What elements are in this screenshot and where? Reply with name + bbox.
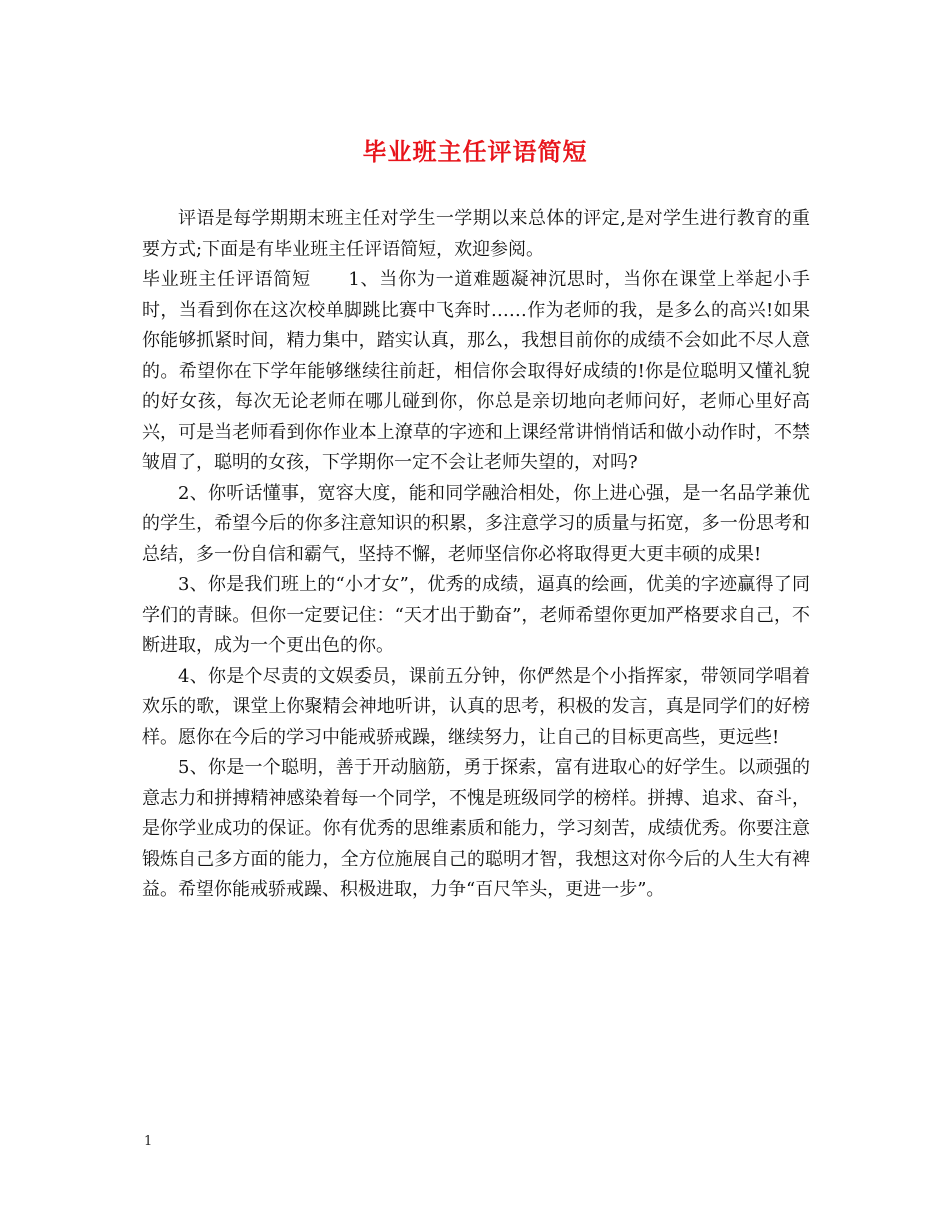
comment-paragraph-3: 3、你是我们班上的“小才女”，优秀的成绩，逼真的绘画，优美的字迹赢得了同学们的青睐。但你一定要记住：“天才出于勤奋”，老师希望你更加严格要求自己，不断进取，成为一个更出色的你。: [142, 574, 810, 656]
intro-paragraph: 评语是每学期期末班主任对学生一学期以来总体的评定,是对学生进行教育的重要方式;下面是有毕业班主任评语简短，欢迎参阅。: [142, 208, 810, 260]
comment-paragraph-5: 5、你是一个聪明，善于开动脑筋，勇于探索，富有进取心的好学生。以顽强的意志力和拼搏精神感染着每一个同学，不愧是班级同学的榜样。拼搏、追求、奋斗，是你学业成功的保证。你有优秀的思维素质和能力，学习刻苦，成绩优秀。你要注意锻炼自己多方面的能力，全方位施展自己的聪明才智，我想这对你今后的人生大有裨益。希望你能戒骄戒躁、积极进取，力争“百尺竿头，更进一步”。: [142, 757, 810, 900]
document-title: 毕业班主任评语简短: [362, 137, 588, 166]
comment-paragraph-4: 4、你是个尽责的文娱委员，课前五分钟，你俨然是个小指挥家，带领同学唱着欢乐的歌，课堂上你聚精会神地听讲，认真的思考，积极的发言，真是同学们的好榜样。愿你在今后的学习中能戒骄戒躁，继续努力，让自己的目标更高些，更远些!: [142, 665, 810, 748]
page-number: 1: [144, 1134, 153, 1149]
document-body: [142, 204, 810, 906]
comment-paragraph-2: 2、你听话懂事，宽容大度，能和同学融洽相处，你上进心强，是一名品学兼优的学生，希望今后的你多注意知识的积累，多注意学习的质量与拓宽，多一份思考和总结，多一份自信和霸气，坚持不懈，老师坚信你必将取得更大更丰硕的成果!: [142, 482, 810, 565]
comment-paragraph-1: 毕业班主任评语简短 1、当你为一道难题凝神沉思时，当你在课堂上举起小手时，当看到你在这次校单脚跳比赛中飞奔时……作为老师的我，是多么的高兴!如果你能够抓紧时间，精力集中，踏实认真，那么，我想目前你的成绩不会如此不尽人意的。希望你在下学年能够继续往前赶，相信你会取得好成绩的!你是位聪明又懂礼貌的好女孩，每次无论老师在哪儿碰到你，你总是亲切地向老师问好，老师心里好高兴，可是当老师看到你作业本上潦草的字迹和上课经常讲悄悄话和做小动作时，不禁皱眉了，聪明的女孩，下学期你一定不会让老师失望的，对吗?: [142, 269, 810, 473]
